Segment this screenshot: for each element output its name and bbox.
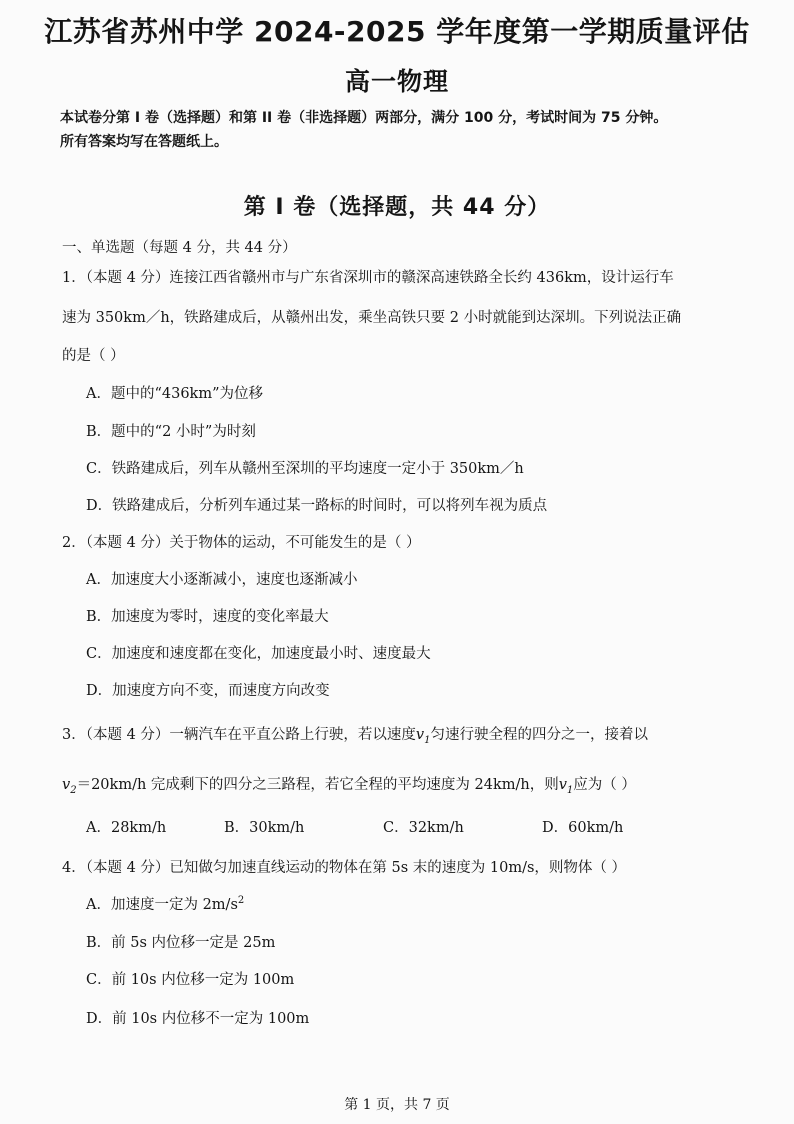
question-1-line-3: 的是（ ） (62, 348, 125, 364)
question-3-options (86, 816, 726, 836)
velocity-v1: $v_1$ (415, 727, 431, 746)
question-4-line-1: 4．（本题 4 分）已知做匀加速直线运动的物体在第 5s 末的速度为 10m/s，则物体（ ） (62, 860, 627, 876)
section-title: 第 I 卷（选择题，共 44 分） (243, 195, 551, 220)
question-3-stem-end: 匀速行驶全程的四分之一，接着以 (430, 727, 648, 743)
question-3-line-1 (62, 723, 648, 746)
question-3-middle: ＝20km/h 完成剩下的四分之三路程，若它全程的平均速度为 24km/h，则 (76, 777, 559, 793)
page-number: 第 1 页，共 7 页 (344, 1097, 450, 1113)
exam-subtitle: 高一物理 (344, 67, 449, 96)
velocity-v2: $v_2$ (62, 777, 77, 796)
question-4-option-b: B．前 5s 内位移一定是 25m (86, 935, 276, 951)
question-3-option-a: A．28km/h (86, 820, 167, 836)
question-3-option-c: C．32km/h (383, 820, 464, 836)
question-1-option-d: D．铁路建成后，分析列车通过某一路标的时间时，可以将列车视为质点 (86, 498, 548, 514)
question-4-option-a: A．加速度一定为 $2m/s^2$ (86, 895, 245, 913)
question-2-option-b: B．加速度为零时，速度的变化率最大 (86, 609, 329, 625)
question-4-option-d: D．前 10s 内位移不一定为 100m (86, 1011, 310, 1027)
question-2-option-d: D．加速度方向不变，而速度方向改变 (86, 683, 330, 699)
question-1-option-a: A．题中的“436km”为位移 (86, 386, 264, 402)
instructions-line-2: 所有答案均写在答题纸上。 (60, 134, 228, 150)
velocity-v1-ref: $v_1$ (558, 777, 574, 796)
section-heading: 一、单选题（每题 4 分，共 44 分） (62, 240, 297, 256)
question-3-stem-start: 3．（本题 4 分）一辆汽车在平直公路上行驶，若以速度 (62, 727, 416, 743)
exam-instructions (60, 106, 780, 154)
exam-title: 江苏省苏州中学 2024-2025 学年度第一学期质量评估 (44, 15, 750, 48)
question-3-option-d: D．60km/h (542, 820, 624, 836)
question-4-option-c: C．前 10s 内位移一定为 100m (86, 972, 295, 988)
question-2-line-1: 2．（本题 4 分）关于物体的运动，不可能发生的是（ ） (62, 535, 421, 551)
question-3-line-2 (62, 773, 636, 796)
question-1-option-c: C．铁路建成后，列车从赣州至深圳的平均速度一定小于 350km／h (86, 461, 524, 477)
question-2-option-c: C．加速度和速度都在变化，加速度最小时、速度最大 (86, 646, 431, 662)
question-1-option-b: B．题中的“2 小时”为时刻 (86, 424, 256, 440)
instructions-line-1: 本试卷分第 I 卷（选择题）和第 II 卷（非选择题）两部分，满分 100 分，考试时间为 75 分钟。 (60, 110, 668, 126)
question-2-option-a: A．加速度大小逐渐减小，速度也逐渐减小 (86, 572, 358, 588)
question-1-line-2: 速为 350km／h，铁路建成后，从赣州出发，乘坐高铁只要 2 小时就能到达深圳。下列说法正确 (62, 310, 682, 326)
question-3-tail: 应为（ ） (573, 777, 636, 793)
question-3-option-b: B．30km/h (224, 820, 305, 836)
question-1-line-1: 1．（本题 4 分）连接江西省赣州市与广东省深圳市的赣深高速铁路全长约 436km，设计运行车 (62, 270, 674, 286)
